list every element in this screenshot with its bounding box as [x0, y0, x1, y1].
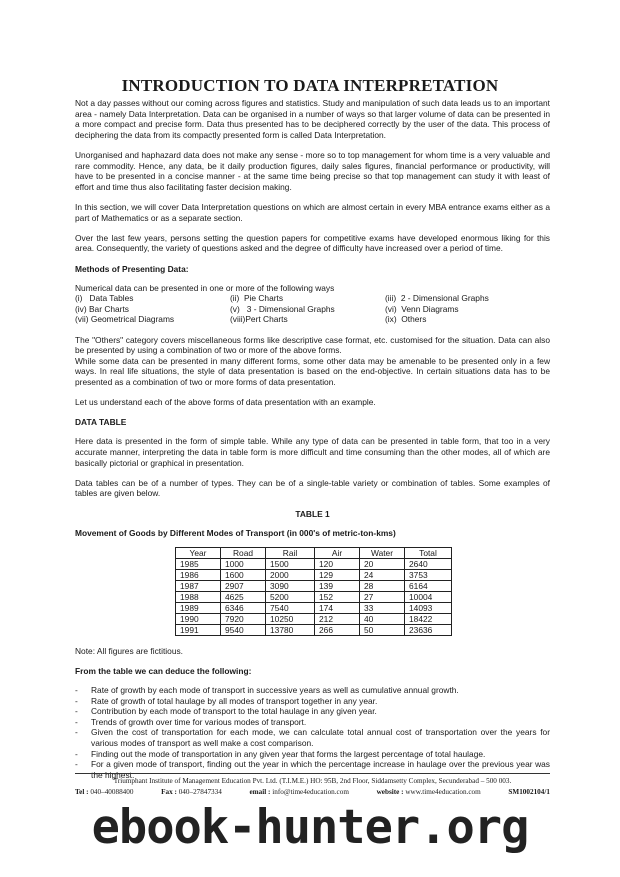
- table-row: [176, 569, 452, 580]
- table-cell: 18422: [405, 613, 452, 624]
- methods-list: [75, 293, 550, 325]
- table-cell: 50: [360, 624, 405, 635]
- table-cell: 6164: [405, 580, 452, 591]
- table-cell: 2640: [405, 558, 452, 569]
- methods-heading: Methods of Presenting Data:: [75, 263, 189, 274]
- list-item: - Finding out the mode of transportation in any given year that forms the largest percentage of total haulage.: [75, 749, 550, 760]
- others-paragraph-1: The "Others" category covers miscellaneous forms like descriptive case format, etc. customised for the situation. Data can also be presented by using a combination of two or more of the above forms.: [75, 334, 550, 356]
- table-cell: 27: [360, 591, 405, 602]
- table-cell: 14093: [405, 602, 452, 613]
- table-cell: 10004: [405, 591, 452, 602]
- list-item: - Trends of growth over time for various modes of transport.: [75, 717, 550, 728]
- table-cell: 24: [360, 569, 405, 580]
- table-cell: 3753: [405, 569, 452, 580]
- email-label: email :: [249, 788, 271, 796]
- footer-tel: [75, 786, 133, 798]
- list-item: - Given the cost of transportation for each mode, we can calculate total annual cost of transportation over the years for various modes of transport as well make a cost comparison.: [75, 727, 550, 748]
- list-item: - For a given mode of transport, finding out the year in which the percentage increase in haulage over the previous year was the highest.: [75, 759, 550, 780]
- table-cell: 1600: [221, 569, 266, 580]
- header-water: Water: [360, 547, 405, 558]
- intro-paragraph-4: Over the last few years, persons setting the question papers for competitive exams have developed enormous liking for this area. Consequently, the variety of questions asked and the degree of difficulty have increased over a period of time.: [75, 232, 550, 254]
- table-row: [176, 580, 452, 591]
- transport-table: [175, 547, 452, 636]
- understand-paragraph: Let us understand each of the above forms of data presentation with an example.: [75, 397, 376, 408]
- website-label: website :: [376, 788, 404, 796]
- header-road: Road: [221, 547, 266, 558]
- table-cell: 7540: [266, 602, 315, 613]
- method-item: (ii) Pie Charts: [230, 293, 284, 304]
- page-title: INTRODUCTION TO DATA INTERPRETATION: [121, 76, 499, 95]
- header-year: Year: [176, 547, 221, 558]
- intro-paragraph-1: Not a day passes without our coming across figures and statistics. Study and manipulation of such data leads us to an important area - namely Data Interpretation. Data can be organised in a number of ways so that larger volume of data can be presented in a more compact and precise form. Data thus presented has to be deciphered correctly by the user of the data. This process of deciphering the data from its compactly presented form is called Data Interpretation.: [75, 98, 550, 140]
- deduce-heading: From the table we can deduce the following:: [75, 665, 252, 676]
- table-label: TABLE 1: [295, 508, 330, 519]
- table-cell: 1000: [221, 558, 266, 569]
- table-row: [176, 558, 452, 569]
- data-table-paragraph-1: Here data is presented in the form of simple table. While any type of data can be presented in table form, that too in a very accurate manner, interpreting the data in table form is more difficult and time consuming than the other modes, all of which are basically pictorial or graphical in presentation.: [75, 436, 550, 468]
- method-item: (v) 3 - Dimensional Graphs: [230, 303, 335, 314]
- tel-label: Tel :: [75, 788, 89, 796]
- header-air: Air: [315, 547, 360, 558]
- table-cell: 129: [315, 569, 360, 580]
- table-cell: 212: [315, 613, 360, 624]
- table-cell: 13780: [266, 624, 315, 635]
- list-item: - Rate of growth by each mode of transport in successive years as well as cumulative annual growth.: [75, 685, 550, 696]
- table-row: [176, 624, 452, 635]
- table-cell: 20: [360, 558, 405, 569]
- table-cell: 1987: [176, 580, 221, 591]
- footer-email: [249, 786, 348, 798]
- footer-website: [377, 786, 481, 798]
- table-cell: 6346: [221, 602, 266, 613]
- intro-paragraph-3: In this section, we will cover Data Interpretation questions on which are almost certain in every MBA entrance exams either as a part of Mathematics or as a separate section.: [75, 201, 550, 223]
- header-total: Total: [405, 547, 452, 558]
- table-row: [176, 613, 452, 624]
- website-value: www.time4education.com: [405, 788, 481, 796]
- table-row: [176, 591, 452, 602]
- table-cell: 23636: [405, 624, 452, 635]
- table-cell: 28: [360, 580, 405, 591]
- footer-contacts: [75, 786, 550, 798]
- table-cell: 1989: [176, 602, 221, 613]
- table-cell: 33: [360, 602, 405, 613]
- method-item: (iii) 2 - Dimensional Graphs: [385, 293, 489, 304]
- table-caption: Movement of Goods by Different Modes of Transport (in 000's of metric-ton-kms): [75, 527, 396, 538]
- table-cell: 2000: [266, 569, 315, 580]
- table-cell: 174: [315, 602, 360, 613]
- methods-lead: Numerical data can be presented in one or more of the following ways: [75, 282, 335, 293]
- table-cell: 1500: [266, 558, 315, 569]
- table-cell: 7920: [221, 613, 266, 624]
- table-cell: 10250: [266, 613, 315, 624]
- page-footer: [75, 773, 550, 798]
- method-item: (i) Data Tables: [75, 293, 134, 304]
- table-cell: 9540: [221, 624, 266, 635]
- fax-value: 040–27847334: [178, 788, 222, 796]
- list-item: - Contribution by each mode of transport to the total haulage in any given year.: [75, 706, 550, 717]
- table-row: [176, 602, 452, 613]
- table-cell: 5200: [266, 591, 315, 602]
- table-cell: 152: [315, 591, 360, 602]
- footer-address: Triumphant Institute of Management Education Pvt. Ltd. (T.I.M.E.) HO: 95B, 2nd Floor, Siddamsetty Complex, Secunderabad – 500 003.: [113, 777, 512, 785]
- table-cell: 120: [315, 558, 360, 569]
- table-cell: 1986: [176, 569, 221, 580]
- fax-label: Fax :: [161, 788, 177, 796]
- table-cell: 40: [360, 613, 405, 624]
- table-cell: 1990: [176, 613, 221, 624]
- table-cell: 1985: [176, 558, 221, 569]
- table-cell: 1988: [176, 591, 221, 602]
- table-note: Note: All figures are fictitious.: [75, 645, 183, 656]
- table-cell: 139: [315, 580, 360, 591]
- document-body: [75, 98, 550, 780]
- method-item: (vi) Venn Diagrams: [385, 303, 459, 314]
- data-table-heading: DATA TABLE: [75, 417, 127, 428]
- method-item: (viii)Pert Charts: [230, 314, 288, 325]
- data-table-paragraph-2: Data tables can be of a number of types. They can be of a single-table variety or combination of tables. Some examples of tables are given below.: [75, 477, 550, 499]
- header-rail: Rail: [266, 547, 315, 558]
- watermark-text: ebook-hunter.org: [91, 800, 529, 855]
- list-item: - Rate of growth of total haulage by all modes of transport together in any year.: [75, 696, 550, 707]
- table-cell: 266: [315, 624, 360, 635]
- table-cell: 3090: [266, 580, 315, 591]
- table-cell: 1991: [176, 624, 221, 635]
- table-cell: 4625: [221, 591, 266, 602]
- tel-value: 040–40088400: [90, 788, 134, 796]
- footer-fax: [161, 786, 222, 798]
- method-item: (iv) Bar Charts: [75, 303, 129, 314]
- table-cell: 2907: [221, 580, 266, 591]
- others-paragraph-2: While some data can be presented in many different forms, some other data may be amenable to be presented only in a few ways. In real life situations, the style of data presentation is based on the end-objective. In certain situations data has to be presented as a combination of two or more forms of data presentation.: [75, 355, 550, 387]
- method-item: (vii) Geometrical Diagrams: [75, 314, 175, 325]
- email-value: info@time4education.com: [272, 788, 349, 796]
- table-header-row: [176, 547, 452, 558]
- footer-code: SM1002104/1: [508, 788, 550, 796]
- method-item: (ix) Others: [385, 314, 427, 325]
- deduce-list: [75, 685, 550, 780]
- intro-paragraph-2: Unorganised and haphazard data does not make any sense - more so to top management for whom time is a very valuable and rare commodity. Hence, any data, be it daily production figures, daily sales figures, financial performance or productivity, will have to be presented in a concise manner - at the same time being precise so that top management can study it with least of effort and time thus also facilitating faster decision making.: [75, 149, 550, 192]
